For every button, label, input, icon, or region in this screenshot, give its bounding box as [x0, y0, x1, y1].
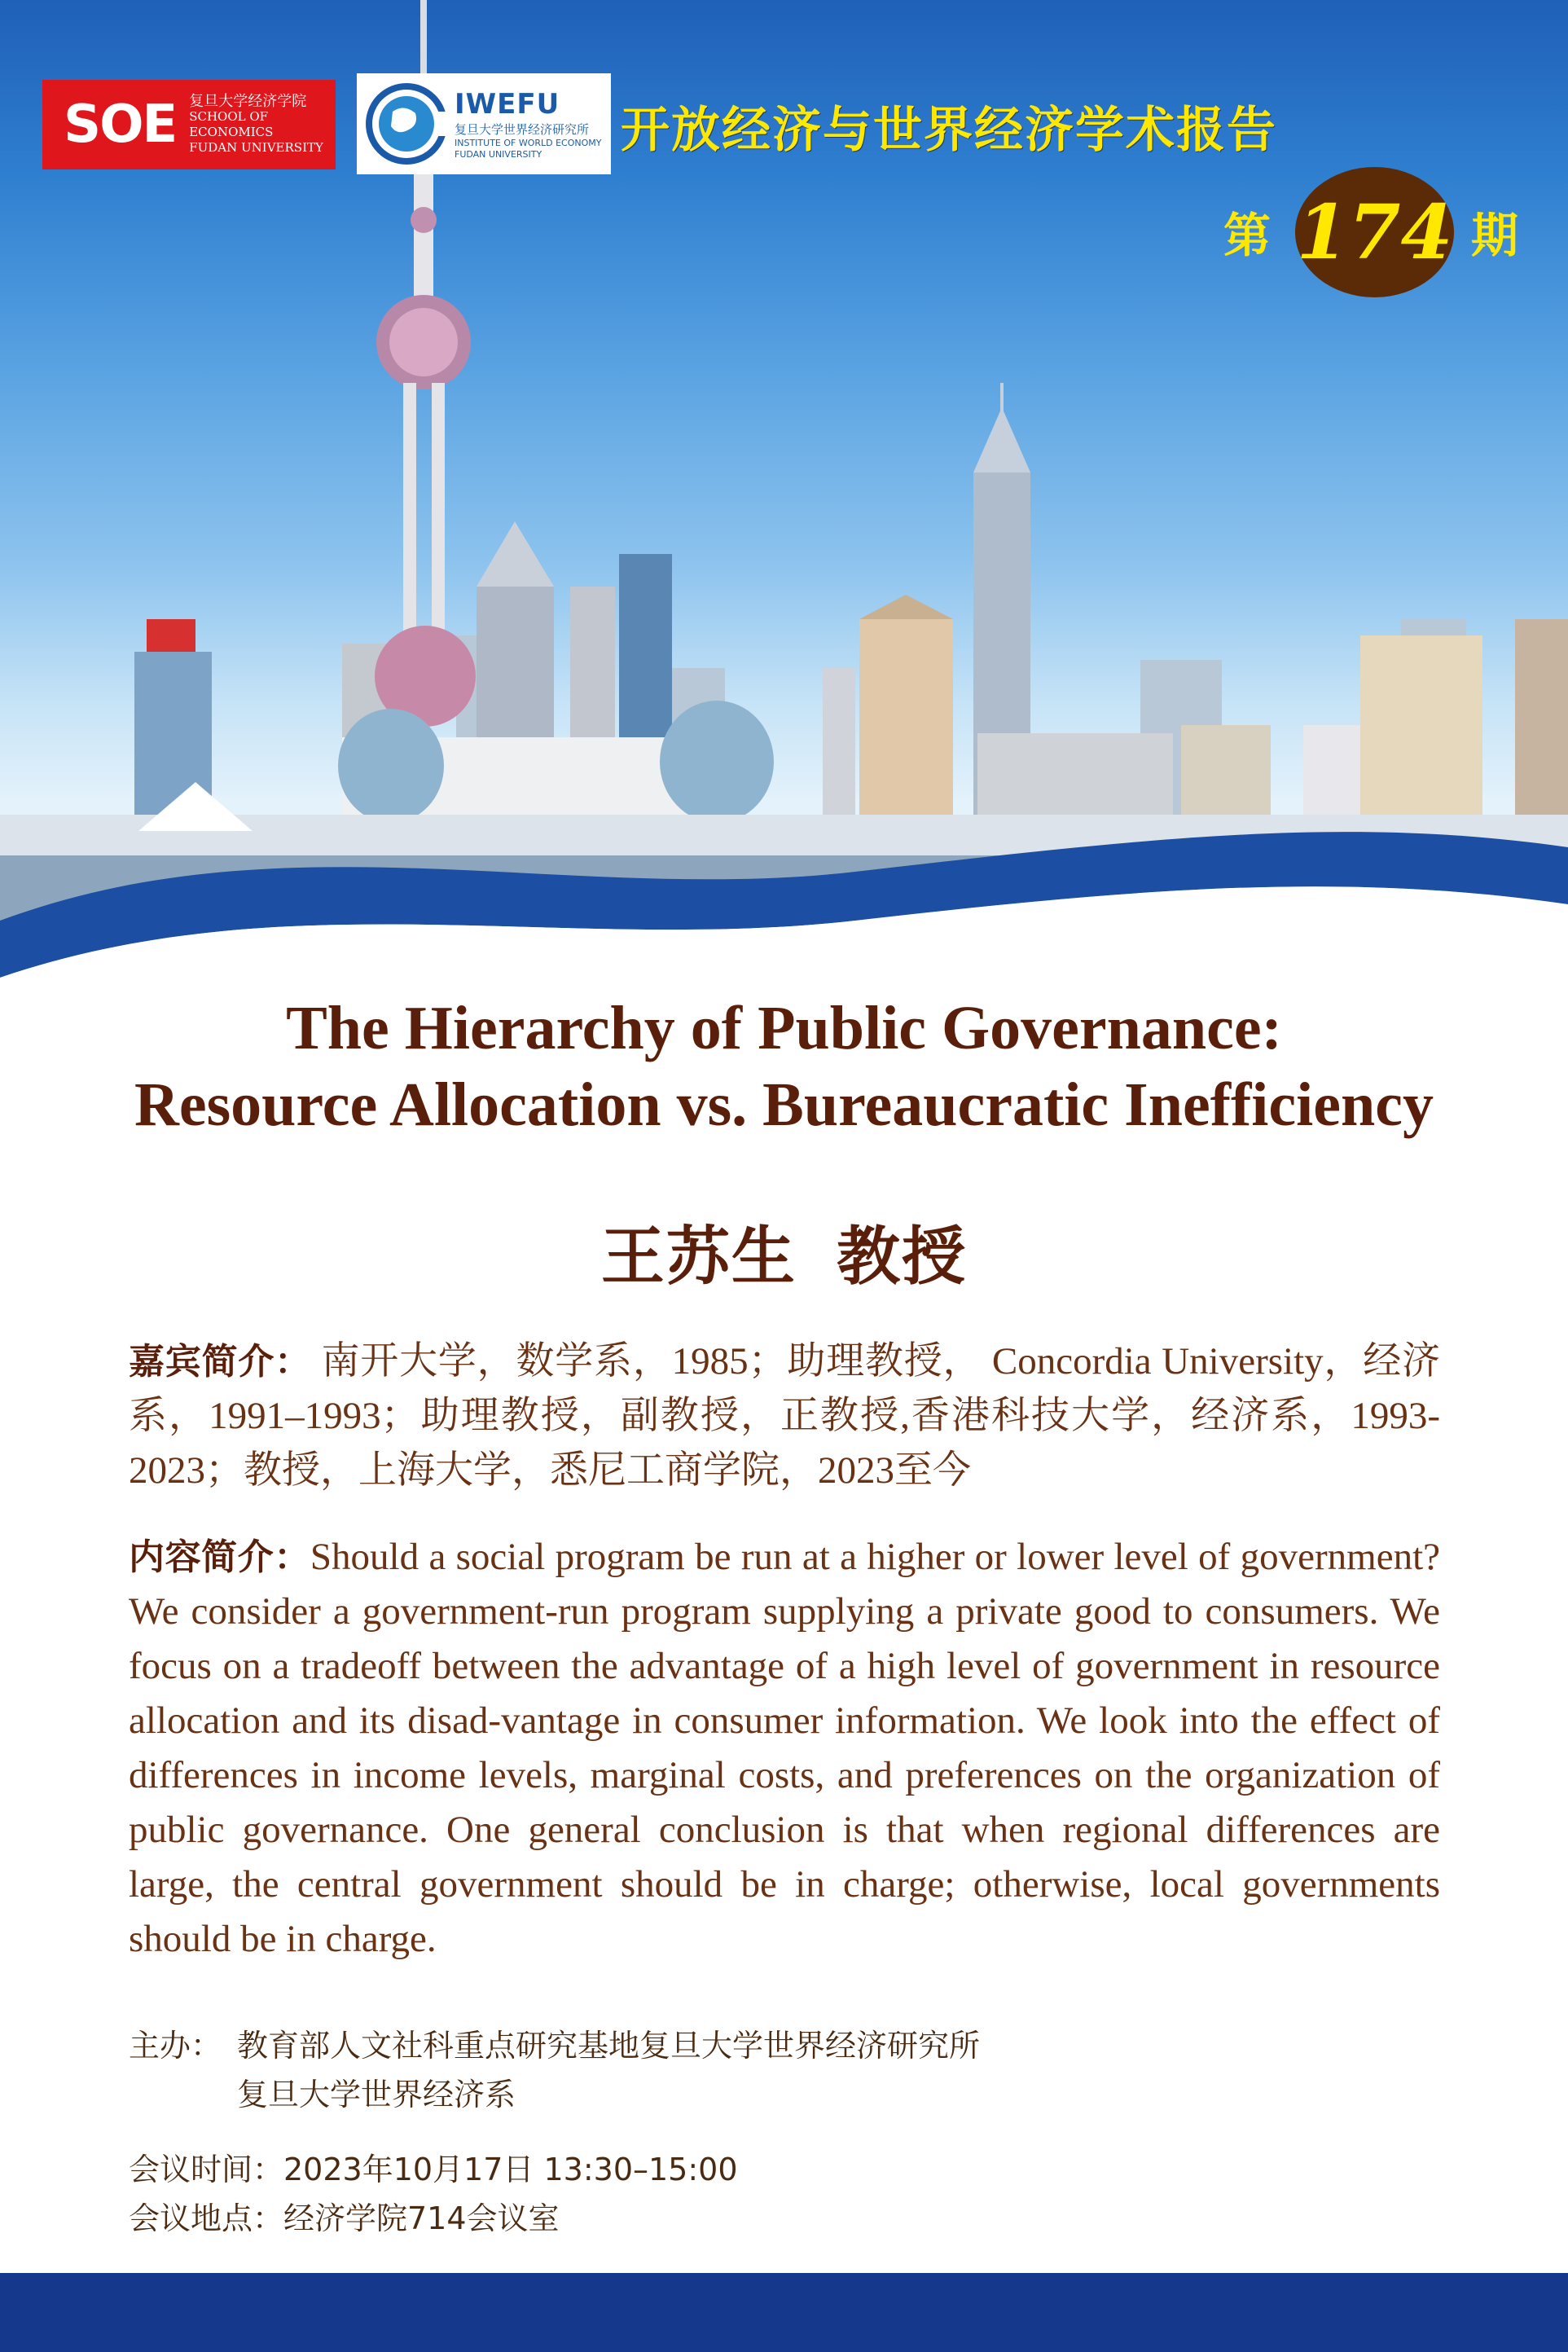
iwefu-logo-en	[455, 138, 602, 160]
globe-emblem-icon	[362, 79, 451, 169]
series-title: 开放经济与世界经济学术报告	[621, 102, 1277, 159]
soe-logo	[42, 80, 336, 169]
soe-logo-en2: FUDAN UNIVERSITY	[189, 140, 323, 155]
iwefu-logo	[357, 73, 611, 174]
speaker-bio	[129, 1334, 1440, 1498]
bio-text: 南开大学，数学系，1985；助理教授， Concordia University，经济系，1991–1993；助理教授，副教授，正教授,香港科技大学，经济系，1993-2023；教授，上海大学，悉尼工商学院，2023至今	[129, 1340, 1440, 1492]
speaker-name: 王苏生 教授	[600, 1220, 968, 1294]
issue-suffix: 期	[1471, 208, 1519, 263]
soe-logo-text	[189, 94, 336, 156]
abstract-text: Should a social program be run at a higher or lower level of government? We consider a government-run program supplying a private good to consumers. We focus on a tradeoff between the advantage of a high level of government in resource allocation and its disad-vantage in consumer information. We look into the effect of differences in income levels, marginal costs, and preferences on the organization of public governance. One general conclusion is that when regional differences are large, the central government should be in charge; otherwise, local governments should be in charge.	[129, 1536, 1441, 1960]
talk-title	[0, 990, 1568, 1143]
iwefu-logo-en2: FUDAN UNIVERSITY	[455, 148, 542, 160]
soe-logo-mark: SOE	[64, 95, 177, 155]
meeting-time: 会议时间：2023年10月17日 13:30–15:00	[129, 2152, 738, 2187]
iwefu-logo-name: IWEFU	[455, 87, 560, 121]
footer-bar	[0, 2273, 1568, 2352]
bio-label: 嘉宾简介：	[129, 1341, 311, 1383]
host-line-2: 复旦大学世界经济系	[237, 2077, 516, 2112]
talk-title-line-2: Resource Allocation vs. Bureaucratic Inefficiency	[134, 1070, 1434, 1139]
soe-logo-en1: SCHOOL OF ECONOMICS	[189, 109, 274, 139]
iwefu-logo-text	[455, 88, 602, 160]
host-line-1: 教育部人文社科重点研究基地复旦大学世界经济研究所	[237, 2028, 981, 2064]
host-label: 主办：	[129, 2028, 222, 2064]
issue-number: 174	[1296, 188, 1453, 276]
iwefu-logo-en1: INSTITUTE OF WORLD ECONOMY	[455, 137, 602, 148]
soe-logo-cn: 复旦大学经济学院	[189, 93, 307, 110]
issue-prefix: 第	[1223, 208, 1272, 263]
talk-abstract	[129, 1530, 1440, 1967]
issue-badge	[1295, 167, 1454, 297]
talk-title-line-1: The Hierarchy of Public Governance:	[286, 994, 1282, 1062]
iwefu-logo-cn: 复旦大学世界经济研究所	[455, 121, 590, 137]
meeting-venue: 会议地点：经济学院714会议室	[129, 2200, 560, 2236]
abstract-label: 内容简介：	[129, 1536, 310, 1578]
